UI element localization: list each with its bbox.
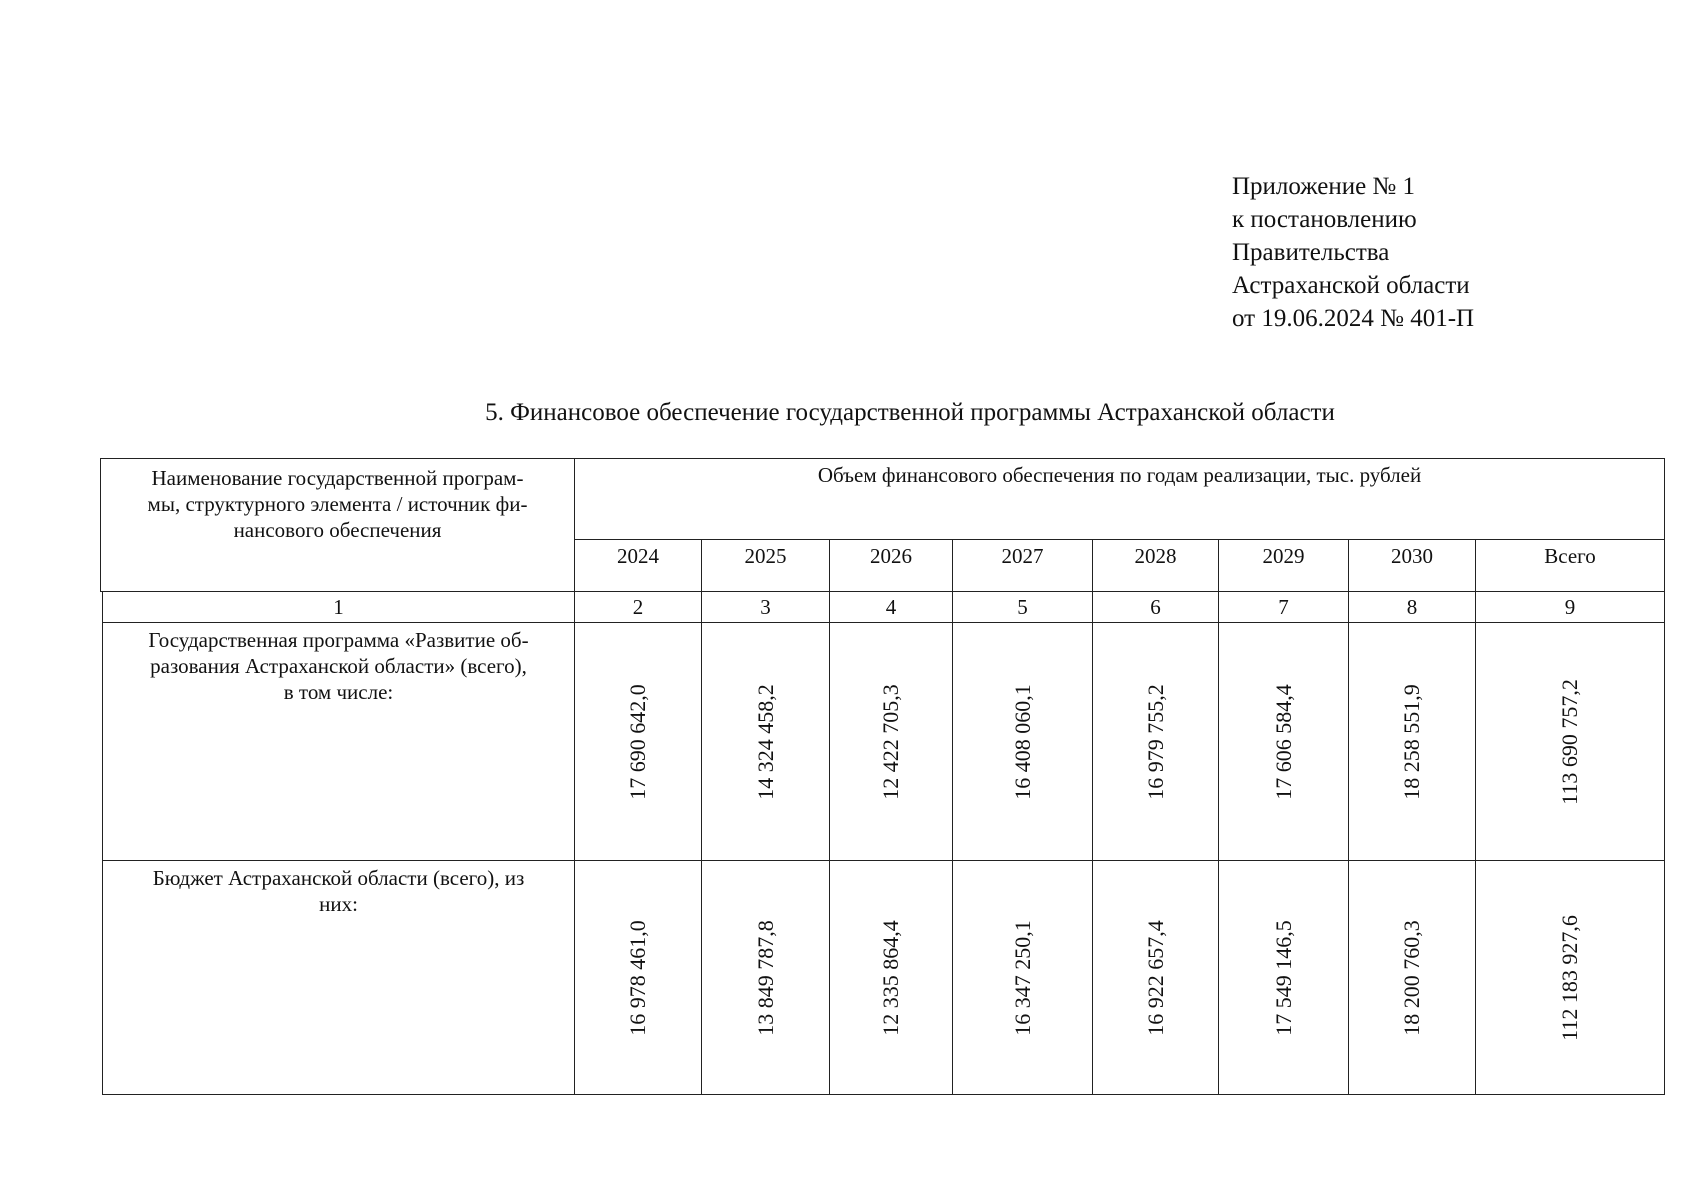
total-cell — [1476, 861, 1665, 1095]
value-text: 16 978 461,0 — [625, 919, 650, 1036]
value-cell — [1093, 623, 1219, 861]
header-year: 2025 — [702, 540, 830, 592]
table-body — [102, 591, 1665, 1095]
total-cell — [1476, 623, 1665, 861]
value-cell — [575, 623, 702, 861]
row-label-line: Государственная программа «Развитие об- — [148, 628, 529, 653]
stamp-line-1: Приложение № 1 — [1232, 173, 1416, 200]
column-number: 6 — [1093, 592, 1219, 623]
header-name-line: мы, структурного элемента / источник фи- — [147, 492, 528, 516]
header-year: 2028 — [1093, 540, 1219, 592]
value-cell — [953, 623, 1093, 861]
total-text: 112 183 927,6 — [1557, 914, 1582, 1041]
column-number: 8 — [1349, 592, 1476, 623]
value-cell — [830, 623, 953, 861]
value-text: 17 690 642,0 — [625, 683, 650, 800]
value-text: 17 549 146,5 — [1270, 919, 1296, 1036]
value-cell — [830, 861, 953, 1095]
row-label — [103, 861, 575, 1095]
row-label — [103, 623, 575, 861]
header-name-line: Наименование государственной програм- — [151, 466, 524, 490]
value-cell — [575, 861, 702, 1095]
column-number: 4 — [830, 592, 953, 623]
value-text: 16 979 755,2 — [1142, 683, 1168, 800]
value-text: 16 347 250,1 — [1009, 919, 1035, 1036]
column-number: 7 — [1219, 592, 1349, 623]
column-number: 3 — [702, 592, 830, 623]
header-volume: Объем финансового обеспечения по годам реализации, тыс. рублей — [575, 459, 1665, 540]
header-year: 2024 — [575, 540, 702, 592]
column-number: 1 — [103, 592, 575, 623]
value-text: 16 408 060,1 — [1009, 683, 1035, 800]
header-year: 2029 — [1219, 540, 1349, 592]
value-cell — [1093, 861, 1219, 1095]
header-total: Всего — [1476, 540, 1665, 592]
section-title: 5. Финансовое обеспечение государственной программы Астраханской области — [485, 399, 1335, 426]
header-name-line: нансового обеспечения — [233, 518, 442, 542]
header-name-column — [101, 459, 575, 592]
header-year: 2030 — [1349, 540, 1476, 592]
stamp-line-5: от 19.06.2024 № 401-П — [1232, 305, 1475, 332]
table-row — [103, 861, 1665, 1095]
value-text: 12 335 864,4 — [878, 919, 903, 1036]
column-number-row — [103, 592, 1665, 623]
column-number: 5 — [953, 592, 1093, 623]
value-text: 16 922 657,4 — [1142, 919, 1168, 1036]
value-text: 12 422 705,3 — [878, 683, 903, 800]
value-cell — [702, 861, 830, 1095]
value-text: 18 200 760,3 — [1399, 919, 1424, 1036]
stamp-line-3: Правительства — [1232, 239, 1390, 266]
appendix-stamp — [1232, 170, 1474, 335]
table-row — [103, 623, 1665, 861]
row-label-line: в том числе: — [283, 680, 394, 705]
value-cell — [1349, 623, 1476, 861]
value-text: 17 606 584,4 — [1270, 683, 1296, 800]
header-year: 2027 — [953, 540, 1093, 592]
row-label-line: Бюджет Астраханской области (всего), из — [152, 866, 525, 891]
total-text: 113 690 757,2 — [1557, 678, 1582, 805]
stamp-line-2: к постановлению — [1232, 206, 1417, 233]
value-cell — [953, 861, 1093, 1095]
column-number: 9 — [1476, 592, 1665, 623]
header-year: 2026 — [830, 540, 953, 592]
value-cell — [1349, 861, 1476, 1095]
value-cell — [1219, 861, 1349, 1095]
value-cell — [1219, 623, 1349, 861]
value-cell — [702, 623, 830, 861]
column-number: 2 — [575, 592, 702, 623]
value-text: 18 258 551,9 — [1399, 683, 1424, 800]
stamp-line-4: Астраханской области — [1232, 272, 1470, 299]
row-label-line: них: — [319, 892, 358, 917]
value-text: 13 849 787,8 — [752, 919, 778, 1036]
table-header — [100, 458, 1665, 592]
row-label-line: разования Астраханской области» (всего), — [150, 654, 527, 679]
value-text: 14 324 458,2 — [752, 683, 778, 800]
